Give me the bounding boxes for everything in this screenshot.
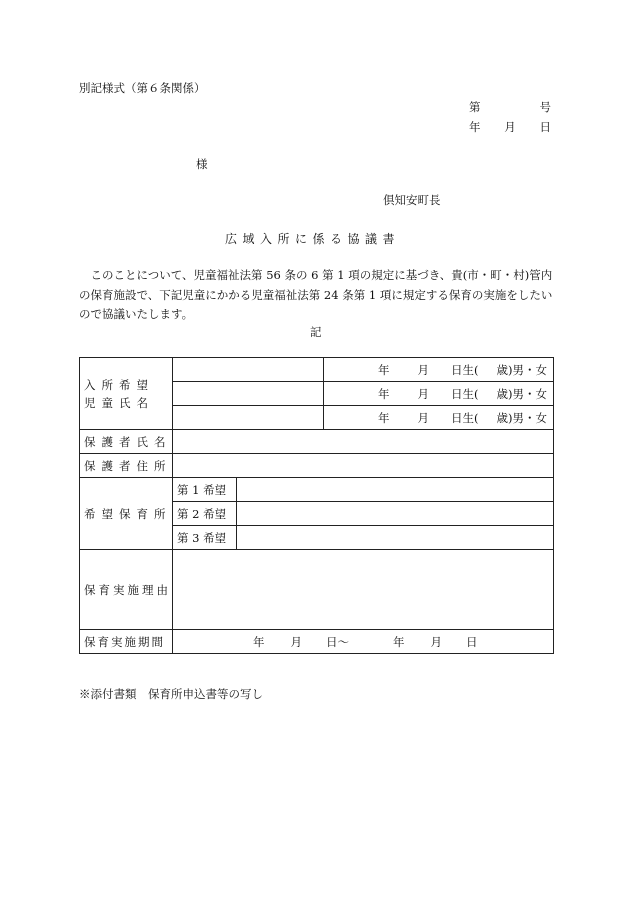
birth-age: 歳)男・女 [496, 410, 547, 425]
addressee-suffix: 様 [196, 157, 208, 171]
period-start-year: 年 [253, 634, 265, 649]
period-label: 保育実施期間 [80, 630, 173, 654]
birth-field-3[interactable] [324, 406, 554, 430]
child-name-label-line1: 入所希望 [84, 377, 154, 392]
birth-year: 年 [378, 386, 390, 401]
child-name-field-1[interactable] [173, 358, 324, 382]
document-number [469, 99, 551, 115]
preference-row-1 [80, 478, 554, 502]
document-date [469, 119, 551, 135]
attachment-note: ※添付書類 保育所申込書等の写し [79, 687, 263, 701]
reason-row [80, 550, 554, 630]
reason-label: 保育実施理由 [80, 550, 173, 630]
reason-field[interactable] [173, 550, 554, 630]
child-name-field-3[interactable] [173, 406, 324, 430]
preference-field-2[interactable] [237, 502, 554, 526]
period-end-day: 日 [466, 634, 478, 649]
form-label: 別記様式（第６条関係） [79, 81, 206, 95]
preferred-facility-label: 希望保育所 [80, 478, 173, 550]
birth-field-1[interactable] [324, 358, 554, 382]
birth-month: 月 [417, 386, 429, 401]
number-prefix: 第 [469, 100, 481, 114]
birth-day: 日生( [451, 410, 479, 425]
body-text: このことについて、児童福祉法第 56 条の 6 第 1 項の規定に基づき、貴(市・町・村)管内の保育施設で、下記児童にかかる児童福祉法第 24 条第 1 項に規定する保育の実施をしたいので協議いたします。 [79, 268, 553, 321]
birth-age: 歳)男・女 [496, 386, 547, 401]
period-field[interactable] [173, 630, 554, 654]
birth-year: 年 [378, 410, 390, 425]
birth-day: 日生( [451, 362, 479, 377]
date-month: 月 [504, 120, 516, 134]
document-title: 広域入所に係る協議書 [225, 232, 401, 246]
birth-year: 年 [378, 362, 390, 377]
period-start-day: 日〜 [326, 634, 349, 649]
birth-day: 日生( [451, 386, 479, 401]
number-suffix: 号 [539, 100, 551, 114]
preference-field-1[interactable] [237, 478, 554, 502]
application-table [79, 357, 554, 654]
guardian-address-label: 保護者住所 [80, 454, 173, 478]
birth-field-2[interactable] [324, 382, 554, 406]
guardian-name-label: 保護者氏名 [80, 430, 173, 454]
birth-month: 月 [417, 362, 429, 377]
preference-field-3[interactable] [237, 526, 554, 550]
date-year: 年 [469, 120, 481, 134]
period-end-month: 月 [430, 634, 442, 649]
issuer: 倶知安町長 [383, 193, 441, 207]
preference-label-2: 第 2 希望 [173, 502, 237, 526]
birth-month: 月 [417, 410, 429, 425]
period-row [80, 630, 554, 654]
ki-heading: 記 [310, 325, 322, 339]
guardian-address-field[interactable] [173, 454, 554, 478]
preference-label-3: 第 3 希望 [173, 526, 237, 550]
period-end-year: 年 [393, 634, 405, 649]
period-start-month: 月 [290, 634, 302, 649]
birth-age: 歳)男・女 [496, 362, 547, 377]
guardian-address-row [80, 454, 554, 478]
guardian-name-row [80, 430, 554, 454]
preference-label-1: 第 1 希望 [173, 478, 237, 502]
guardian-name-field[interactable] [173, 430, 554, 454]
date-day: 日 [539, 120, 551, 134]
child-row-1 [80, 358, 554, 382]
child-name-label-line2: 児童氏名 [84, 395, 154, 410]
child-name-field-2[interactable] [173, 382, 324, 406]
child-name-label [80, 358, 173, 430]
